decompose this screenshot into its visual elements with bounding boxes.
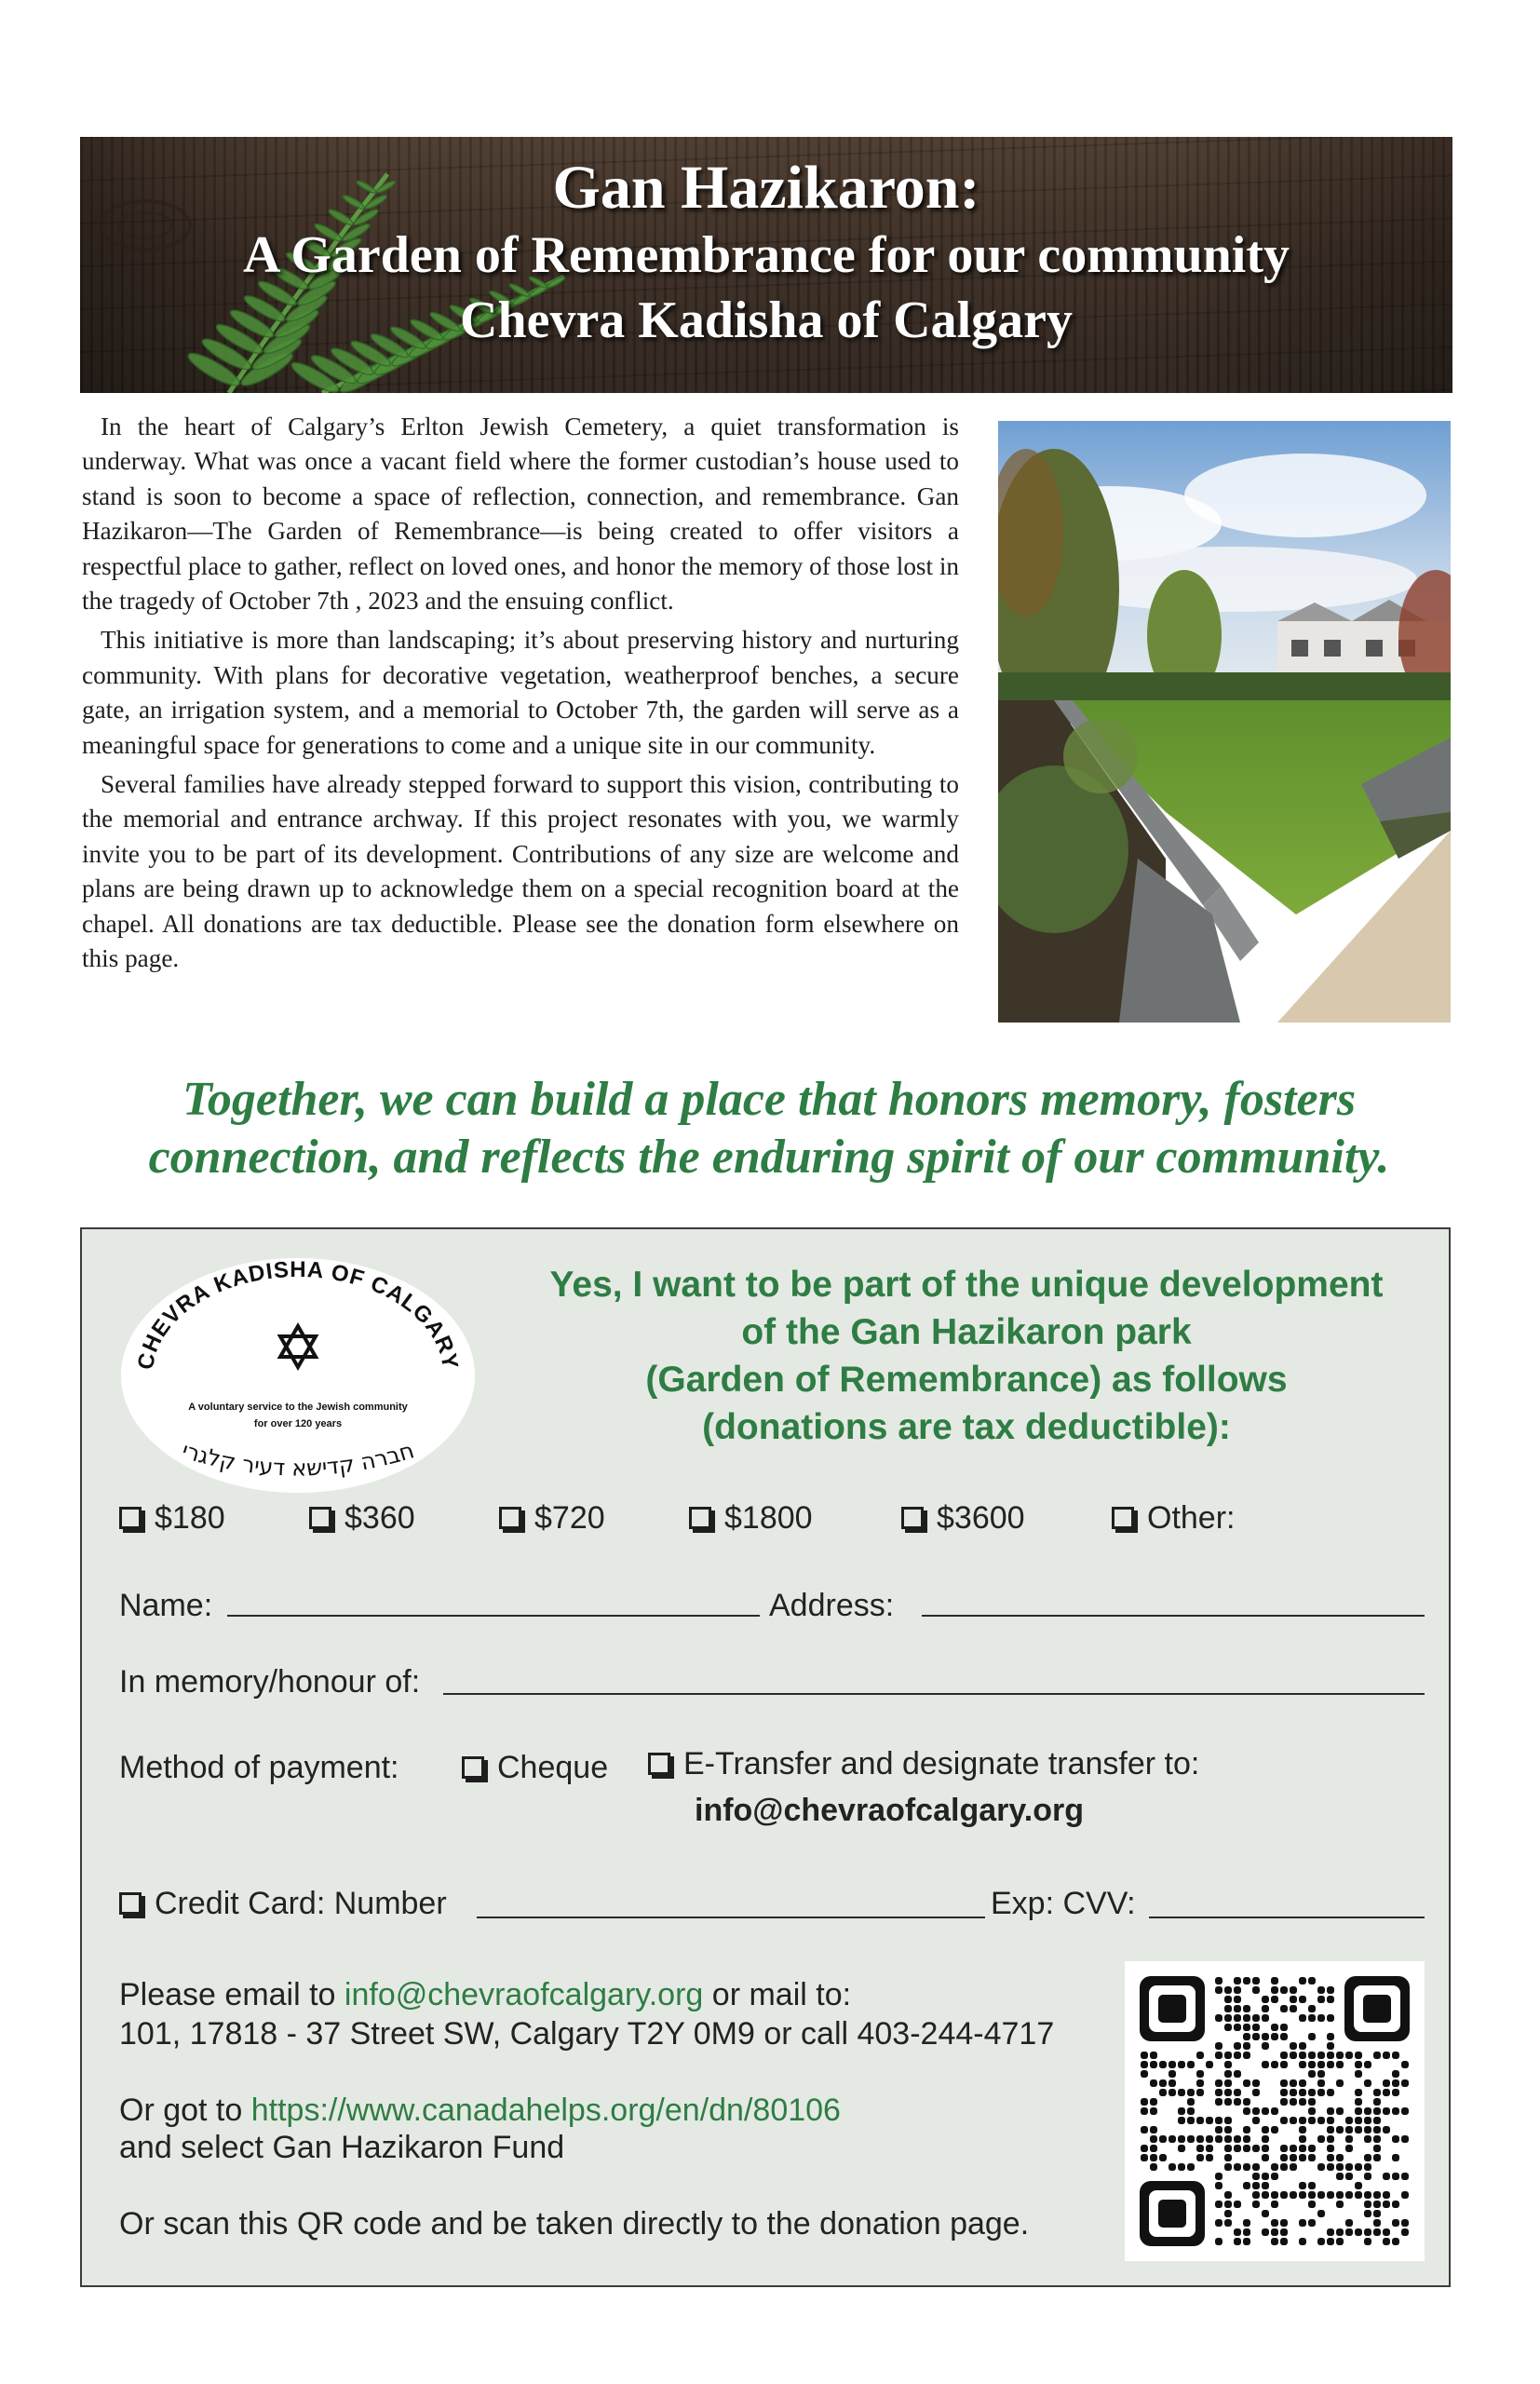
amount-option-3600[interactable] — [901, 1497, 1025, 1538]
logo-subtitle-line-2: for over 120 years — [253, 1418, 343, 1429]
checkbox-icon[interactable] — [499, 1507, 521, 1529]
form-heading-line: Yes, I want to be part of the unique development — [549, 1265, 1384, 1305]
amount-label: $360 — [344, 1500, 415, 1536]
payment-option-etransfer[interactable] — [648, 1743, 1199, 1784]
qr-code[interactable] — [1125, 1961, 1425, 2261]
tagline-line-2: connection, and reflects the enduring spirit of our community. — [148, 1131, 1390, 1184]
article-paragraph: This initiative is more than landscaping; it’s about preserving history and nurturing community. With plans for decorative vegetation, weatherproof benches, a secure gate, an irrigation system, and a memorial to October 7th, the garden will serve as a meaningful space for generations to come and a unique site in our community. — [82, 626, 959, 759]
amount-option-1800[interactable] — [689, 1497, 813, 1538]
payment-method-label: Method of payment: — [119, 1750, 399, 1785]
logo-hebrew-text: חברה קדישא דעיר קלגרי — [178, 1437, 417, 1482]
amount-option-360[interactable] — [309, 1497, 415, 1538]
online-line — [119, 2090, 841, 2131]
form-heading-line: (Garden of Remembrance) as follows — [645, 1360, 1288, 1400]
contact-email-link[interactable]: info@chevraofcalgary.org — [344, 1977, 704, 2012]
amount-label: $720 — [534, 1500, 605, 1536]
memory-field[interactable] — [443, 1693, 1425, 1695]
etransfer-label: E-Transfer and designate transfer to: — [683, 1746, 1200, 1781]
name-label: Name: — [119, 1588, 213, 1623]
card-number-field[interactable] — [477, 1917, 985, 1918]
address-label: Address: — [769, 1588, 895, 1623]
article-paragraph: In the heart of Calgary’s Erlton Jewish Cemetery, a quiet transformation is underway. What was once a vacant field where the former custodian’s house used to stand is soon to become a space of reflection, connection, and remembrance. Gan Hazikaron—The Garden of Remembrance—is being created to offer visitors a respectful place to gather, reflect on loved ones, and honor the memory of those lost in the tragedy of October 7th , 2023 and the ensuing conflict. — [82, 413, 959, 616]
amount-option-other[interactable] — [1112, 1497, 1235, 1538]
checkbox-icon[interactable] — [309, 1507, 331, 1529]
article-body — [82, 410, 959, 982]
checkbox-icon[interactable] — [689, 1507, 711, 1529]
etransfer-email: info@chevraofcalgary.org — [695, 1793, 1084, 1828]
credit-card-label: Credit Card: Number — [155, 1886, 447, 1921]
header-banner — [80, 137, 1452, 393]
amount-option-720[interactable] — [499, 1497, 605, 1538]
qr-instruction: Or scan this QR code and be taken directly to the donation page. — [119, 2206, 1030, 2242]
name-field[interactable] — [227, 1615, 760, 1617]
contact-suffix: or mail to: — [711, 1977, 852, 2012]
payment-option-credit-card[interactable] — [119, 1883, 447, 1924]
exp-cvv-label: Exp: CVV: — [991, 1886, 1136, 1921]
form-heading — [501, 1261, 1432, 1451]
banner-title-line-3: Chevra Kadisha of Calgary — [460, 291, 1073, 349]
tagline-line-1: Together, we can build a place that honors memory, fosters — [182, 1073, 1357, 1126]
online-instruction: and select Gan Hazikaron Fund — [119, 2130, 565, 2165]
checkbox-icon[interactable] — [119, 1892, 142, 1915]
form-heading-line: (donations are tax deductible): — [702, 1407, 1231, 1447]
payment-option-cheque[interactable] — [462, 1747, 608, 1788]
contact-line — [119, 1974, 851, 2015]
chevra-kadisha-logo — [115, 1253, 480, 1497]
mailing-address: 101, 17818 - 37 Street SW, Calgary T2Y 0M9 or call 403-244-4717 — [119, 2016, 1055, 2052]
checkbox-icon[interactable] — [901, 1507, 924, 1529]
form-heading-line: of the Gan Hazikaron park — [741, 1312, 1192, 1352]
logo-arc-text: CHEVRA KADISHA OF CALGARY — [132, 1256, 464, 1372]
garden-photo — [998, 421, 1451, 1023]
banner-title — [80, 154, 1452, 353]
amount-option-180[interactable] — [119, 1497, 225, 1538]
contact-prefix: Please email to — [119, 1977, 336, 2012]
amount-label: $1800 — [724, 1500, 813, 1536]
tagline — [80, 1071, 1458, 1186]
donation-form — [80, 1227, 1451, 2287]
cheque-label: Cheque — [497, 1750, 609, 1785]
checkbox-icon[interactable] — [119, 1507, 142, 1529]
amount-label: Other: — [1147, 1500, 1236, 1536]
banner-title-line-2: A Garden of Remembrance for our community — [243, 226, 1290, 284]
canadahelps-link[interactable]: https://www.canadahelps.org/en/dn/80106 — [250, 2093, 841, 2128]
logo-subtitle-line-1: A voluntary service to the Jewish community — [188, 1402, 408, 1413]
exp-cvv-field[interactable] — [1149, 1917, 1425, 1918]
amount-label: $180 — [155, 1500, 225, 1536]
banner-title-line-1: Gan Hazikaron: — [552, 154, 980, 222]
memory-label: In memory/honour of: — [119, 1664, 421, 1700]
online-prefix: Or got to — [119, 2093, 243, 2128]
checkbox-icon[interactable] — [1112, 1507, 1134, 1529]
amount-label: $3600 — [937, 1500, 1025, 1536]
checkbox-icon[interactable] — [462, 1756, 484, 1779]
address-field[interactable] — [922, 1615, 1425, 1617]
article-paragraph: Several families have already stepped forward to support this vision, contributing to the memorial and entrance archway. If this project resonates with you, we warmly invite you to be part of its development. Contributions of any size are welcome and plans are being drawn up to acknowledge them on a special recognition board at the chapel. All donations are tax deductible. Please see the donation form elsewhere on this page. — [82, 770, 959, 973]
checkbox-icon[interactable] — [648, 1753, 670, 1775]
